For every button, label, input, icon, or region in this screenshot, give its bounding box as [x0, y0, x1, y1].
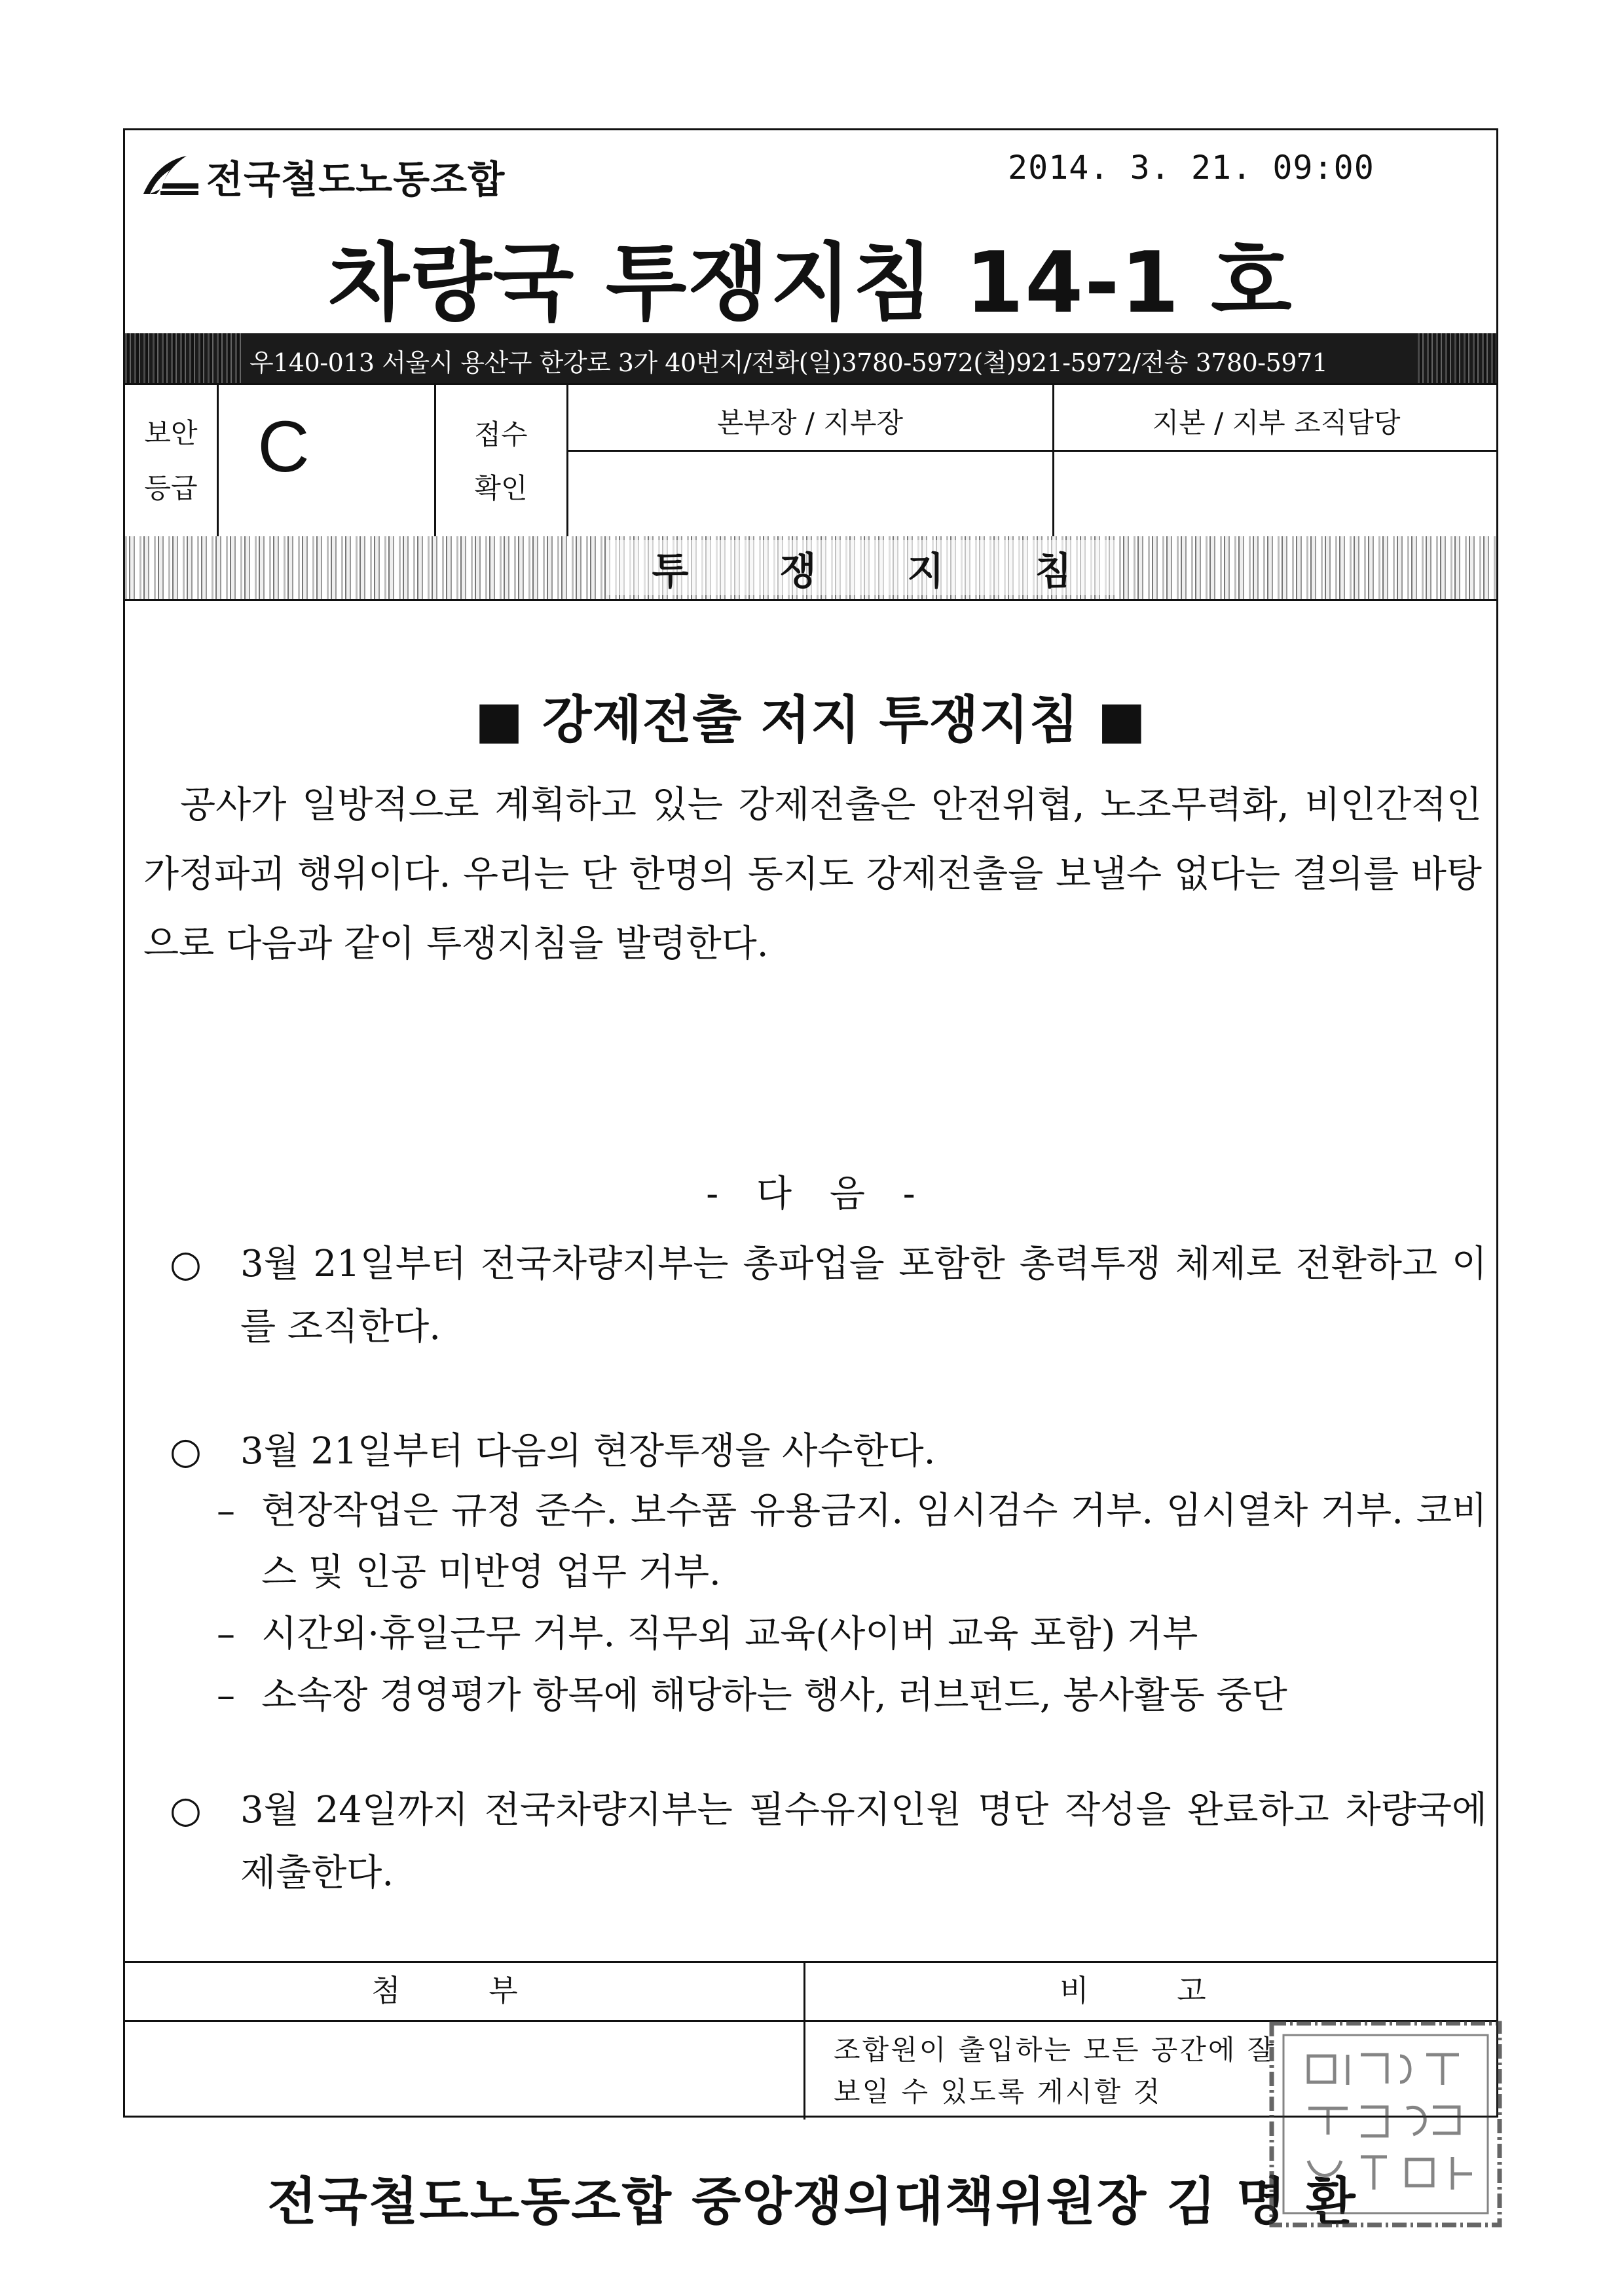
- circle-bullet-icon: ○: [170, 1789, 202, 1831]
- official-seal-stamp: [1263, 2017, 1511, 2233]
- union-logo: [141, 149, 505, 204]
- sub-item: [217, 1665, 1487, 1728]
- directive-subtitle: ■ 강제전출 저지 투쟁지침 ■: [475, 691, 1147, 750]
- scan-noise: [125, 333, 243, 383]
- dash-bullet: –: [217, 1674, 235, 1717]
- confirm-label: 확인: [474, 472, 528, 504]
- circle-bullet-icon: ○: [170, 1430, 202, 1473]
- sub-item-text: 소속장 경영평가 항목에 해당하는 행사, 러브펀드, 봉사활동 중단: [261, 1674, 1287, 1717]
- receipt-label: 접수: [474, 418, 528, 450]
- circle-bullet-icon: ○: [170, 1243, 202, 1285]
- address-bar: [125, 333, 1496, 383]
- section-label: [606, 540, 1117, 595]
- section-char: 쟁: [779, 549, 817, 593]
- attachment-header: 첨 부: [371, 1973, 557, 2008]
- rail-logo-icon: [141, 153, 201, 199]
- org-name: 전국철도노동조합: [206, 157, 506, 202]
- security-label: 보안: [144, 417, 198, 449]
- grade-label: 등급: [144, 472, 198, 504]
- col-head-branch-chief: 본부장 / 지부장: [716, 407, 904, 439]
- document-title: 차량국 투쟁지침 14-1 호: [328, 234, 1293, 332]
- list-item: [170, 1233, 1487, 1364]
- list-item-text: 3월 21일부터 전국차량지부는 총파업을 포함한 총력투쟁 체제로 전환하고 이를 조직한다.: [240, 1243, 1487, 1348]
- sub-item: [217, 1480, 1487, 1605]
- list-item-text: 3월 21일부터 다음의 현장투쟁을 사수한다.: [240, 1430, 936, 1473]
- section-char: 침: [1035, 549, 1072, 593]
- security-grade-value: C: [257, 407, 310, 487]
- sub-item-text: 시간외·휴일근무 거부. 직무외 교육(사이버 교육 포함) 거부: [261, 1613, 1198, 1655]
- dash-bullet: –: [217, 1490, 235, 1532]
- list-item-text: 3월 24일까지 전국차량지부는 필수유지인원 명단 작성을 완료하고 차량국에 제출한다.: [240, 1789, 1487, 1894]
- issue-datetime: 2014. 3. 21. 09:00: [1008, 149, 1375, 187]
- dash-bullet: –: [217, 1613, 235, 1655]
- document-frame: [123, 128, 1498, 2118]
- intro-text: 공사가 일방적으로 계획하고 있는 강제전출은 안전위협, 노조무력화, 비인간적인 가정파괴 행위이다. 우리는 단 한명의 동지도 강제전출을 보낼수 없다는 결의를 바탕으로 다음과 같이 투쟁지침을 발령한다.: [143, 784, 1482, 965]
- next-heading: - 다 음 -: [706, 1173, 915, 1215]
- sub-item-text: 현장작업은 규정 준수. 보수품 유용금지. 임시검수 거부. 임시열차 거부. 코비스 및 인공 미반영 업무 거부.: [261, 1490, 1487, 1594]
- remark-header: 비 고: [1060, 1973, 1246, 2008]
- address-text: 우140-013 서울시 용산구 한강로 3가 40번지/전화(일)3780-5972(철)921-5972/전송 3780-5971: [249, 348, 1328, 377]
- col-head-organizer: 지본 / 지부 조직담당: [1152, 407, 1401, 439]
- remark-text: 조합원이 출입하는 모든 공간에 잘 보일 수 있도록 게시할 것: [834, 2034, 1276, 2108]
- signature-line: 전국철도노동조합 중앙쟁의대책위원장 김 명 환: [267, 2173, 1357, 2231]
- list-item: [170, 1779, 1487, 1910]
- list-item: [170, 1420, 1487, 1486]
- intro-paragraph: [143, 771, 1482, 979]
- scan-noise: [1418, 333, 1496, 383]
- sub-item: [217, 1604, 1487, 1666]
- section-char: 지: [907, 549, 944, 593]
- section-char: 투: [652, 549, 689, 593]
